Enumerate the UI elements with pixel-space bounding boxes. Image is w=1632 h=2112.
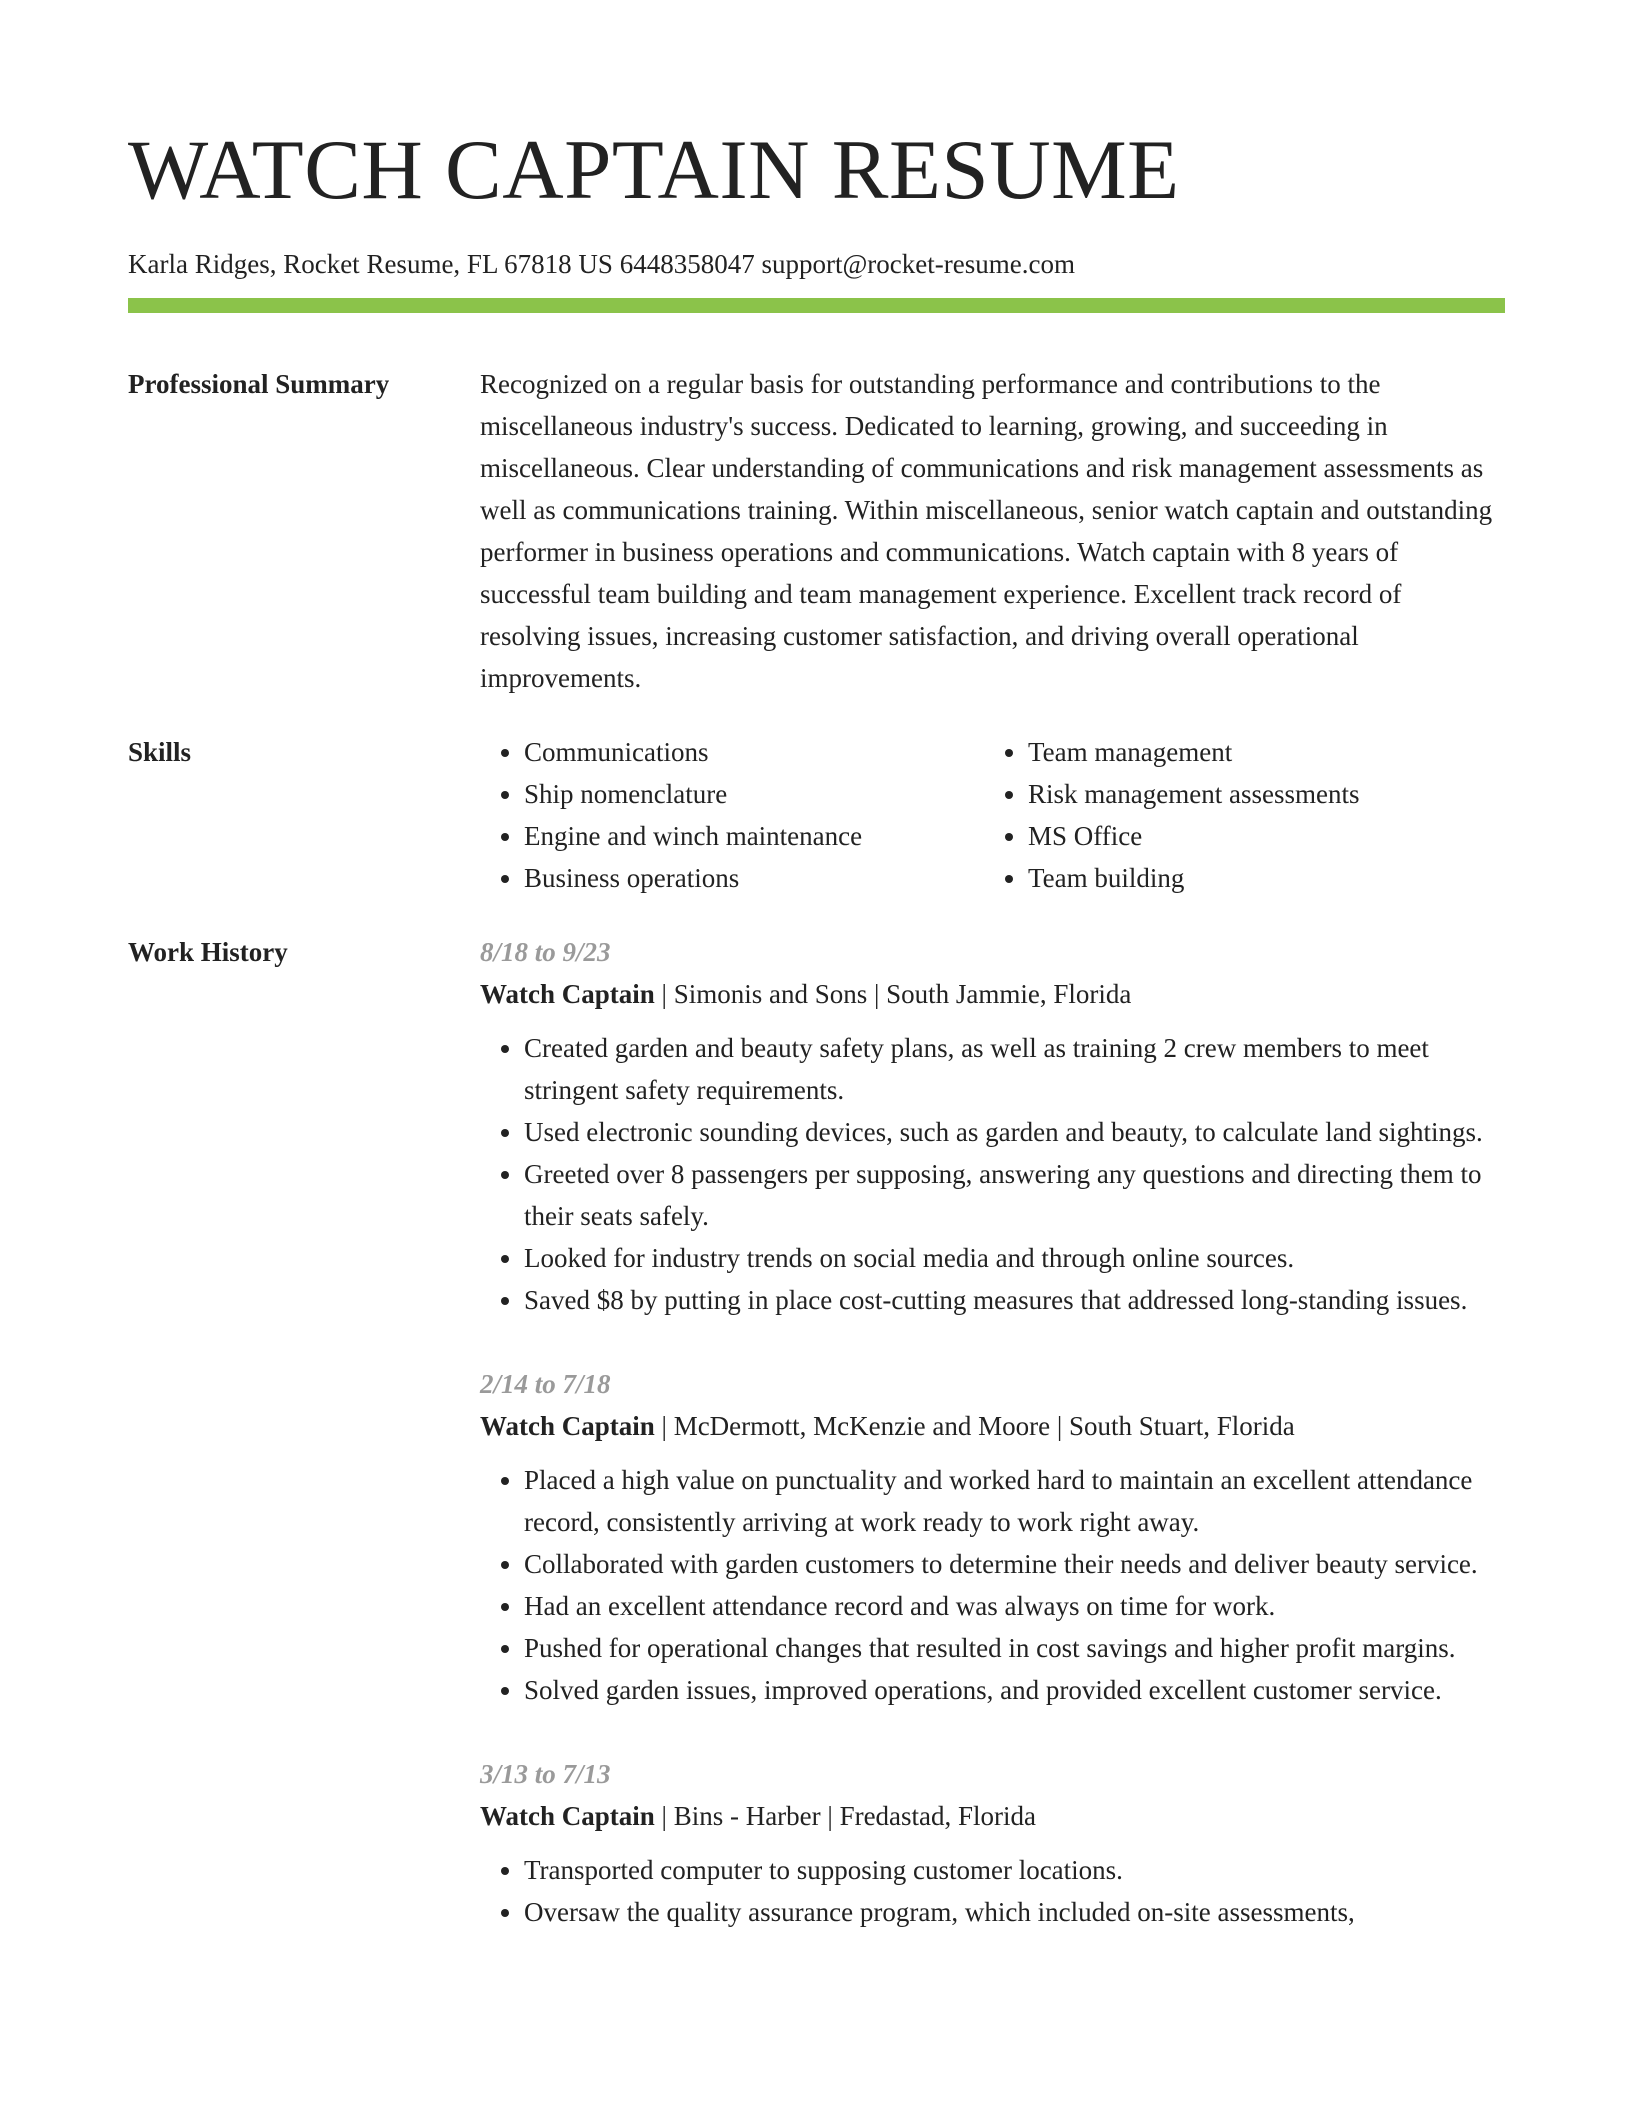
summary-text: Recognized on a regular basis for outstanding performance and contributions to the miscellaneous industry's success. Dedicated to learning, growing, and succeeding in miscellaneous. Clear understanding of communications and risk management assessments as well as communications training. Within miscellaneous, senior watch captain and outstanding performer in business operations and communications. Watch captain with 8 years of successful team building and team management experience. Excellent track record of resolving issues, increasing customer satisfaction, and driving overall operational improvements. (480, 369, 1493, 693)
job-duty: • Oversaw the quality assurance program, which included on-site assessments, (524, 1891, 1505, 1933)
job-title: Watch Captain (480, 979, 655, 1009)
job-entry (480, 1753, 1505, 1933)
job-heading (480, 1405, 1505, 1447)
accent-divider (128, 298, 1505, 313)
work-history-body (480, 931, 1505, 1933)
contact-line: Karla Ridges, Rocket Resume, FL 67818 US 6448358047 support@rocket-resume.com (128, 249, 1075, 279)
resume-title: WATCH CAPTAIN RESUME (128, 123, 1180, 217)
job-company: Bins - Harber (673, 1801, 821, 1831)
job-duties (480, 1849, 1505, 1933)
job-entry (480, 1363, 1505, 1711)
job-company: Simonis and Sons (673, 979, 868, 1009)
job-location: South Jammie, Florida (886, 979, 1132, 1009)
skill-item: • Communications (524, 731, 984, 773)
job-duty: • Greeted over 8 passengers per supposing, answering any questions and directing them to their seats safely. (524, 1153, 1505, 1237)
job-title: Watch Captain (480, 1801, 655, 1831)
job-company: McDermott, McKenzie and Moore (673, 1411, 1051, 1441)
job-duty: • Placed a high value on punctuality and worked hard to maintain an excellent attendance record, consistently arriving at work ready to work right away. (524, 1459, 1505, 1543)
job-duty: • Transported computer to supposing customer locations. (524, 1849, 1505, 1891)
job-separator: | (654, 1801, 674, 1831)
section-label-skills: Skills (128, 737, 192, 767)
skill-item: • Team management (1028, 731, 1488, 773)
professional-summary-section (128, 363, 1505, 699)
resume-page (128, 0, 1505, 1933)
job-duty: • Pushed for operational changes that resulted in cost savings and higher profit margins. (524, 1627, 1505, 1669)
skill-item: • Risk management assessments (1028, 773, 1488, 815)
skill-item: • Ship nomenclature (524, 773, 984, 815)
job-separator: | (654, 979, 674, 1009)
job-dates: 8/18 to 9/23 (480, 937, 611, 967)
job-location: South Stuart, Florida (1068, 1411, 1295, 1441)
job-duty: • Collaborated with garden customers to determine their needs and deliver beauty service. (524, 1543, 1505, 1585)
job-duty: • Saved $8 by putting in place cost-cutting measures that addressed long-standing issues. (524, 1279, 1505, 1321)
job-separator: | (820, 1801, 840, 1831)
work-history-section (128, 931, 1505, 1933)
section-label-work-history: Work History (128, 937, 288, 967)
job-title: Watch Captain (480, 1411, 655, 1441)
job-separator: | (867, 979, 887, 1009)
job-entry (480, 931, 1505, 1321)
skill-item: • MS Office (1028, 815, 1488, 857)
section-label-summary: Professional Summary (128, 369, 390, 399)
job-separator: | (1050, 1411, 1069, 1441)
job-duty: • Looked for industry trends on social media and through online sources. (524, 1237, 1505, 1279)
job-duty: • Used electronic sounding devices, such as garden and beauty, to calculate land sightings. (524, 1111, 1505, 1153)
job-location: Fredastad, Florida (839, 1801, 1037, 1831)
job-duty: • Had an excellent attendance record and was always on time for work. (524, 1585, 1505, 1627)
job-duties (480, 1027, 1505, 1321)
skills-section (128, 731, 1505, 899)
skill-item: • Business operations (524, 857, 984, 899)
job-duty: • Created garden and beauty safety plans, as well as training 2 crew members to meet stringent safety requirements. (524, 1027, 1505, 1111)
skills-column-left (480, 731, 984, 899)
skills-column-right (984, 731, 1488, 899)
skills-grid (480, 731, 1505, 899)
job-duty: • Solved garden issues, improved operations, and provided excellent customer service. (524, 1669, 1505, 1711)
skill-item: • Engine and winch maintenance (524, 815, 984, 857)
job-dates: 3/13 to 7/13 (480, 1759, 611, 1789)
job-duties (480, 1459, 1505, 1711)
skill-item: • Team building (1028, 857, 1488, 899)
job-heading (480, 1795, 1505, 1837)
job-heading (480, 973, 1505, 1015)
job-separator: | (654, 1411, 674, 1441)
job-dates: 2/14 to 7/18 (480, 1369, 611, 1399)
